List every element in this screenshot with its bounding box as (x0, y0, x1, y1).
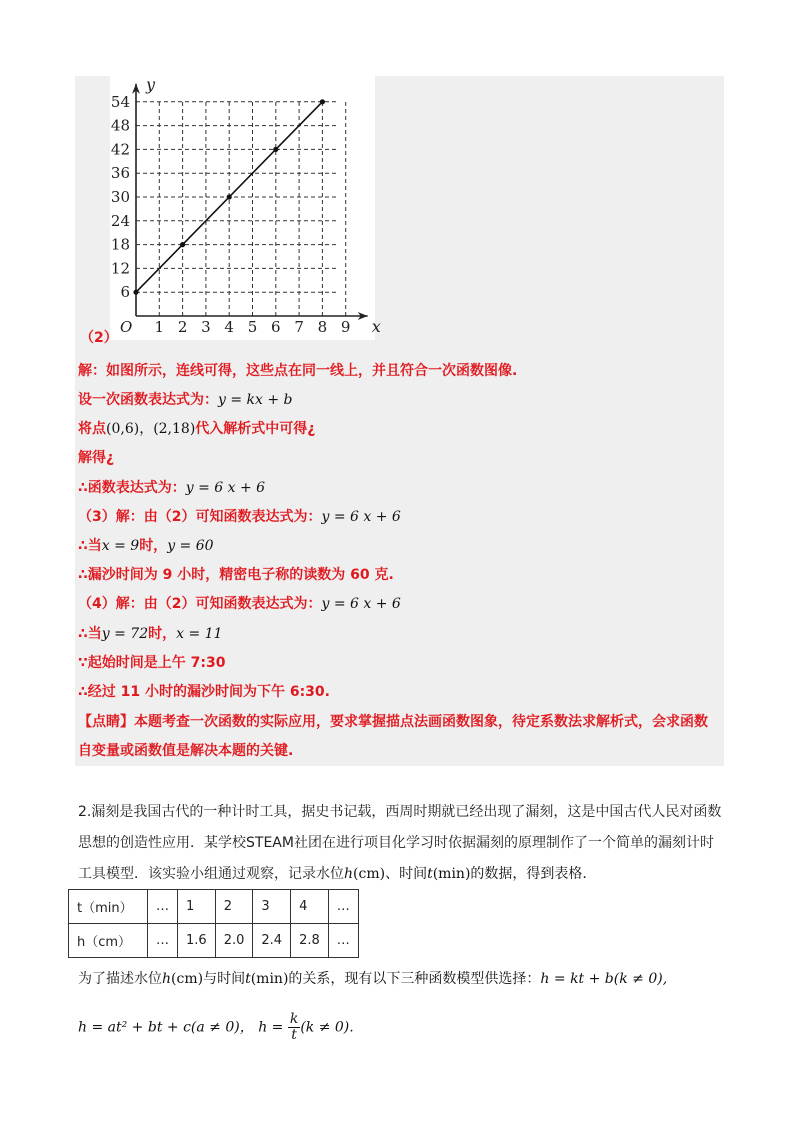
x-tick-label: 4 (224, 318, 234, 336)
x-tick-label: 5 (247, 318, 258, 336)
solution-line-11: ∵起始时间是上午 7:30 (78, 655, 226, 671)
data-point (320, 99, 325, 104)
x-tick-label: 9 (340, 318, 351, 336)
solution-line-6: （3）解：由（2）可知函数表达式为：y = 6 x + 6 (78, 509, 401, 525)
solution-line-8: ∴漏沙时间为 9 小时，精密电子称的读数为 60 克. (78, 567, 394, 583)
line-graph (110, 72, 381, 340)
table-cell: 1 (178, 890, 216, 924)
table-cell: … (328, 924, 358, 958)
x-tick-label: 3 (201, 318, 211, 336)
y-tick-label: 48 (110, 116, 130, 135)
table-cell: … (148, 924, 178, 958)
solution-line-5: ∴函数表达式为：y = 6 x + 6 (78, 480, 266, 496)
origin-label: O (120, 318, 133, 336)
x-tick-label: 6 (271, 318, 281, 336)
x-tick-label: 1 (154, 318, 165, 336)
x-tick-label: 8 (317, 318, 328, 336)
y-axis-label: y (146, 74, 156, 94)
x-tick-label: 7 (294, 318, 304, 336)
y-tick-label: 6 (120, 283, 130, 302)
solution-line-9: （4）解：由（2）可知函数表达式为：y = 6 x + 6 (78, 596, 401, 612)
solution-line-13: 【点睛】本题考查一次函数的实际应用，要求掌握描点法画函数图象，待定系数法求解析式，会求函数 (78, 714, 708, 730)
solution-line-3: 将点(0,6)，(2,18)代入解析式中可得¿ (78, 421, 316, 437)
y-tick-label: 24 (110, 211, 130, 230)
table-cell: h（cm） (69, 924, 148, 958)
table-cell: … (328, 890, 358, 924)
y-tick-label: 36 (110, 164, 130, 183)
table-row (69, 890, 359, 924)
problem2-text-4: 为了描述水位h(cm)与时间t(min)的关系，现有以下三种函数模型供选择：h = kt + b(k ≠ 0), (78, 971, 668, 987)
solution-line-1: 解：如图所示，连线可得，这些点在同一线上，并且符合一次函数图像. (78, 363, 518, 379)
problem2-text-1: 2.漏刻是我国古代的一种计时工具，据史书记载，西周时期就已经出现了漏刻，这是中国古代人民对函数 (78, 804, 722, 820)
table-cell: 2.0 (215, 924, 253, 958)
data-table (68, 889, 359, 958)
table-cell: 2 (215, 890, 253, 924)
table-cell: 4 (291, 890, 329, 924)
part2-label: （2） (80, 330, 118, 346)
table-cell: … (148, 890, 178, 924)
problem2-text-2: 思想的创造性应用．某学校STEAM社团在进行项目化学习时依据漏刻的原理制作了一个简单的漏刻计时 (78, 835, 714, 851)
fraction-k-over-t: $\frac{k}{t}$ (289, 1011, 299, 1043)
x-tick-label: 2 (177, 318, 188, 336)
y-tick-label: 54 (110, 92, 130, 111)
data-point (133, 290, 138, 295)
graph-panel (110, 72, 381, 340)
solution-line-12: ∴经过 11 小时的漏沙时间为下午 6:30. (78, 684, 330, 700)
solution-line-14: 自变量或函数值是解决本题的关键. (78, 743, 294, 759)
table-cell: 3 (253, 890, 291, 924)
table-cell: 1.6 (178, 924, 216, 958)
data-point (227, 194, 232, 199)
y-tick-label: 18 (110, 235, 130, 254)
table-cell: t（min） (69, 890, 148, 924)
data-point (273, 147, 278, 152)
x-axis-label: x (371, 317, 381, 336)
table-cell: 2.8 (291, 924, 329, 958)
y-tick-label: 42 (110, 140, 130, 159)
solution-line-10: ∴当y = 72时，x = 11 (78, 626, 223, 642)
problem2-text-3: 工具模型．该实验小组通过观察，记录水位h(cm)、时间t(min)的数据，得到表格. (78, 866, 587, 882)
solution-line-4: 解得¿ (78, 450, 115, 466)
solution-line-2: 设一次函数表达式为：y = kx + b (78, 392, 293, 408)
table-cell: 2.4 (253, 924, 291, 958)
table-row (69, 924, 359, 958)
data-point (180, 242, 185, 247)
y-tick-label: 30 (110, 188, 130, 206)
y-tick-label: 12 (110, 259, 130, 278)
problem2-text-5: h = at² + bt + c(a ≠ 0)， h = $\frac{k}{t}$ (k ≠ 0). (78, 1011, 354, 1043)
solution-line-7: ∴当x = 9时，y = 60 (78, 538, 214, 554)
